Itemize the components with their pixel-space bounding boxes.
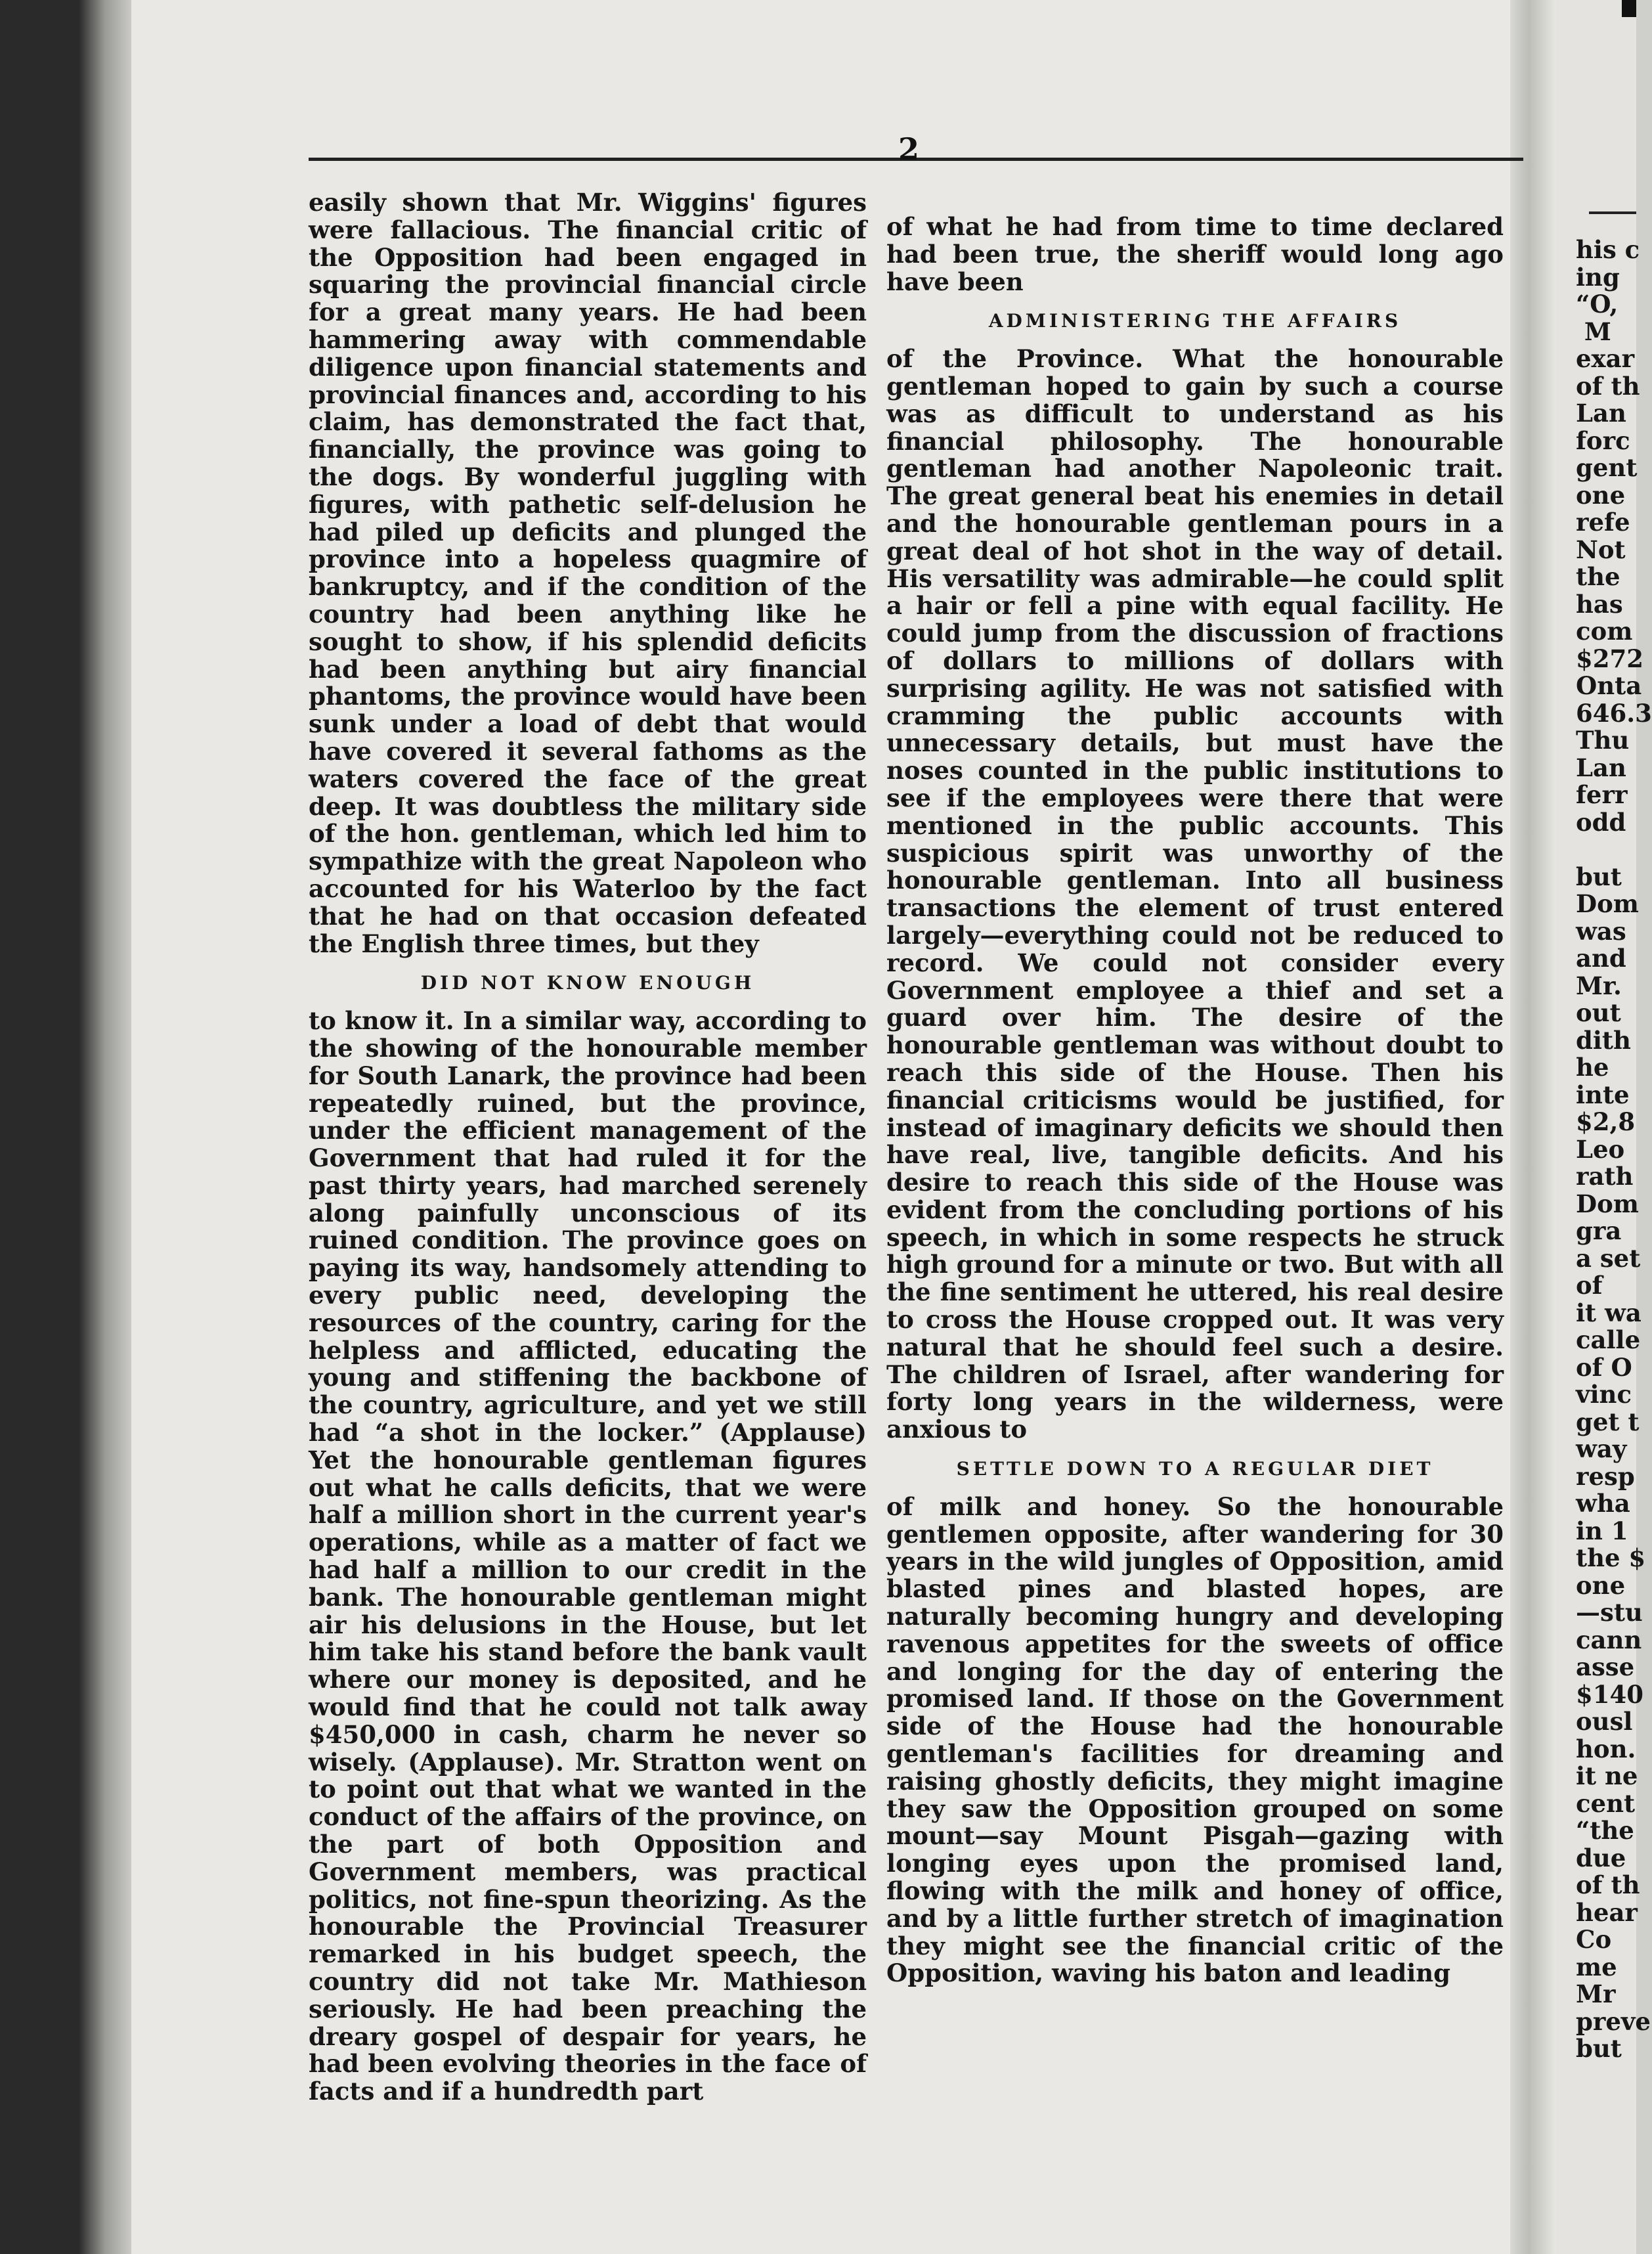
adjacent-fragment-line: preve [1576, 2006, 1651, 2036]
page-number: 2 [898, 131, 920, 167]
left-subheading: DID NOT KNOW ENOUGH [420, 972, 755, 994]
adjacent-fragment-line: hon. [1576, 1734, 1636, 1763]
left-paragraph-1: easily shown that Mr. Wiggins' figures were fallacious. The financial critic of the Opposition had been engaged in squaring the provincial financial circle for a great many years. He had been hammering away with commendable diligence upon financial statements and provincial finances and, according to his claim, has demonstrated the fact that, financially, the province was going to the dogs. By wonderful juggling with figures, with pathetic self-delusion he had piled up deficits and plunged the province into a hopeless quagmire of bankruptcy, and if the condition of the country had been anything like he sought to show, if his splendid deficits had been anything but airy financial phantoms, the province would have been sunk under a load of debt that would have covered it several fathoms as the waters covered the face of the great deep. It was doubtless the military side of the hon. gentleman, which led him to sympathize with the great Napoleon who accounted for his Waterloo by the fact that he had on that occasion defeated the English three times, but they [309, 188, 867, 958]
right-column [886, 213, 1504, 1987]
right-subheading-2: SETTLE DOWN TO A REGULAR DIET [956, 1458, 1434, 1480]
adjacent-fragment-line: hear [1576, 1897, 1638, 1927]
adjacent-fragment-line: wha [1576, 1489, 1630, 1518]
adjacent-fragment-line: —stu [1576, 1598, 1643, 1627]
adjacent-fragment-line: of th [1576, 1870, 1640, 1899]
right-paragraph-1: of what he had from time to time declared had been true, the sheriff would long ago have been [886, 212, 1504, 296]
adjacent-fragment-line: Mr [1576, 1979, 1616, 2008]
adjacent-fragment-line: out [1576, 998, 1621, 1027]
adjacent-fragment-line: it wa [1576, 1298, 1641, 1327]
adjacent-header-rule [1589, 211, 1636, 214]
adjacent-fragment-line: way [1576, 1434, 1627, 1463]
adjacent-fragment-line: forc [1576, 426, 1630, 455]
right-paragraph-3: of milk and honey. So the honourable gentlemen opposite, after wandering for 30 years in the wild jungles of Opposition, amid blasted pines and blasted hopes, are naturally becoming hungry and developing ravenous appetites for the sweets of office and longing for the day of entering the promised land. If those on the Government side of the House had the honourable gentleman's facilities for dreaming and raising ghostly deficits, they might imagine they saw the Opposition grouped on some mount—say Mount Pisgah—gazing with longing eyes upon the promised land, flowing with the milk and honey of office, and by a little further stretch of imagination they might see the financial critic of the Opposition, waving his baton and leading [886, 1492, 1504, 1988]
adjacent-fragment-line: Mr. [1576, 971, 1622, 1000]
adjacent-fragment-line: “the [1576, 1816, 1634, 1845]
adjacent-fragment-line: it ne [1576, 1761, 1638, 1790]
adjacent-fragment-line: ferr [1576, 780, 1628, 809]
adjacent-fragment-line: Thu [1576, 726, 1630, 755]
adjacent-fragment-line: of O [1576, 1352, 1632, 1382]
adjacent-fragment-line: has [1576, 589, 1623, 619]
adjacent-fragment-line: inte [1576, 1080, 1630, 1109]
adjacent-fragment-line: the $ [1576, 1543, 1646, 1572]
adjacent-fragment-line: one [1576, 480, 1626, 510]
adjacent-fragment-line: a set [1576, 1243, 1641, 1273]
adjacent-fragment-line: he [1576, 1053, 1609, 1082]
adjacent-fragment-line: gra [1576, 1216, 1622, 1245]
adjacent-fragment-line [1576, 836, 1652, 864]
adjacent-fragment-line: and [1576, 944, 1626, 973]
adjacent-fragment-line: Not [1576, 535, 1626, 564]
adjacent-fragment-line: cann [1576, 1625, 1642, 1654]
right-subheading-1: ADMINISTERING THE AFFAIRS [988, 310, 1402, 332]
adjacent-fragment-line: the [1576, 562, 1620, 591]
adjacent-fragment-line: M [1576, 317, 1611, 346]
page-gutter [1510, 0, 1556, 2254]
adjacent-fragment-line: of th [1576, 371, 1640, 401]
adjacent-fragment-line: but [1576, 2034, 1622, 2063]
adjacent-fragment-line: refe [1576, 508, 1630, 537]
adjacent-fragment-line: vinc [1576, 1380, 1632, 1409]
adjacent-fragment-line: Dom [1576, 1189, 1639, 1218]
adjacent-fragment-line: ing [1576, 262, 1620, 292]
adjacent-fragment-line: resp [1576, 1461, 1635, 1491]
adjacent-fragment-line: due [1576, 1843, 1626, 1872]
scan-corner-mark [1622, 0, 1636, 17]
adjacent-fragment-line: odd [1576, 807, 1626, 837]
adjacent-fragment-line: Lan [1576, 753, 1626, 782]
left-column [309, 189, 867, 2106]
adjacent-fragment-line: Onta [1576, 671, 1642, 700]
adjacent-fragment-line: exar [1576, 344, 1635, 373]
adjacent-fragment-line: his c [1576, 235, 1640, 264]
adjacent-fragment-line: $140 [1576, 1679, 1643, 1709]
adjacent-fragment-line: Co [1576, 1925, 1612, 1954]
right-paragraph-2: of the Province. What the honourable gentleman hoped to gain by such a course was as difficult to understand as his financial philosophy. The honourable gentleman had another Napoleonic trait. The great general beat his enemies in detail and the honourable gentleman pours in a great deal of hot shot in the way of detail. His versatility was admirable—he could split a hair or fell a pine with equal facility. He could jump from the discussion of fractions of dollars to millions of dollars with surprising agility. He was not satisfied with cramming the public accounts with unnecessary details, but must have the noses counted in the public institutions to see if the employees were there that were mentioned in the public accounts. This suspicious spirit was unworthy of the honourable gentleman. Into all business transactions the element of trust entered largely—everything could not be reduced to record. We could not consider every Government employee a thief and set a guard over him. The desire of the honourable gentleman was without doubt to reach this side of the House. Then his financial criticisms would be justified, for instead of imaginary deficits we should then have real, live, tangible deficits. And his desire to reach this side of the House was evident from the concluding portions of his speech, in which in some respects he struck high ground for a minute or two. But with all the fine sentiment he uttered, his real desire to cross the House cropped out. It was very natural that he should feel such a desire. The children of Israel, after wandering for forty long years in the wilderness, were anxious to [886, 344, 1504, 1444]
adjacent-fragment-line: dith [1576, 1025, 1631, 1055]
adjacent-fragment-line: $272 [1576, 644, 1643, 673]
adjacent-fragment-line: asse [1576, 1652, 1635, 1681]
adjacent-fragment-line: 646.3 [1576, 698, 1652, 728]
scan-dark-border [0, 0, 138, 2254]
left-paragraph-2: to know it. In a similar way, according to the showing of the honourable member for South Lanark, the province had been repeatedly ruined, but the province, under the efficient management of the Government that had ruled it for the past thirty years, had marched serenely along painfully unconscious of its ruined condition. The province goes on paying its way, handsomely attending to every public need, developing the resources of the country, caring for the helpless and afflicted, educating the young and stiffening the backbone of the country, agriculture, and yet we still had “a shot in the locker.” (Applause) Yet the honourable gentleman figures out what he calls deficits, that we were half a million short in the current year's operations, while as a matter of fact we had half a million to our credit in the bank. The honourable gentleman might air his delusions in the House, but let him take his stand before the bank vault where our money is deposited, and he would find that he could not talk away $450,000 in cash, charm he never so wisely. (Applause). Mr. Stratton went on to point out that what we wanted in the conduct of the affairs of the province, on the part of both Opposition and Government members, was practical politics, not fine-spun theorizing. As the honourable the Provincial Treasurer remarked in his budget speech, the country did not take Mr. Mathieson seriously. He had been preaching the dreary gospel of despair for years, he had been evolving theories in the face of facts and if a hundredth part [309, 1006, 867, 2106]
adjacent-fragment-line: calle [1576, 1325, 1641, 1354]
adjacent-fragment-line: in 1 [1576, 1516, 1628, 1545]
adjacent-fragment-line: get t [1576, 1407, 1640, 1436]
adjacent-fragment-line: rath [1576, 1162, 1634, 1191]
adjacent-fragment-line: Dom [1576, 889, 1639, 918]
adjacent-fragment-line: me [1576, 1952, 1617, 1981]
adjacent-fragment-line: com [1576, 617, 1633, 646]
adjacent-fragment-line: gent [1576, 453, 1638, 482]
adjacent-fragment-line: but [1576, 862, 1622, 891]
adjacent-fragment-line: was [1576, 916, 1626, 946]
adjacent-fragment-line: Leo [1576, 1134, 1625, 1164]
adjacent-fragment-line: “O, [1576, 290, 1619, 319]
adjacent-fragment-line: ousl [1576, 1707, 1633, 1736]
adjacent-fragment-line: of [1576, 1271, 1603, 1300]
adjacent-page-fragments [1576, 236, 1652, 2063]
adjacent-fragment-line: cent [1576, 1788, 1636, 1818]
adjacent-fragment-line: Lan [1576, 399, 1626, 428]
adjacent-fragment-line: $2,8 [1576, 1107, 1636, 1136]
adjacent-fragment-line: one [1576, 1570, 1626, 1600]
